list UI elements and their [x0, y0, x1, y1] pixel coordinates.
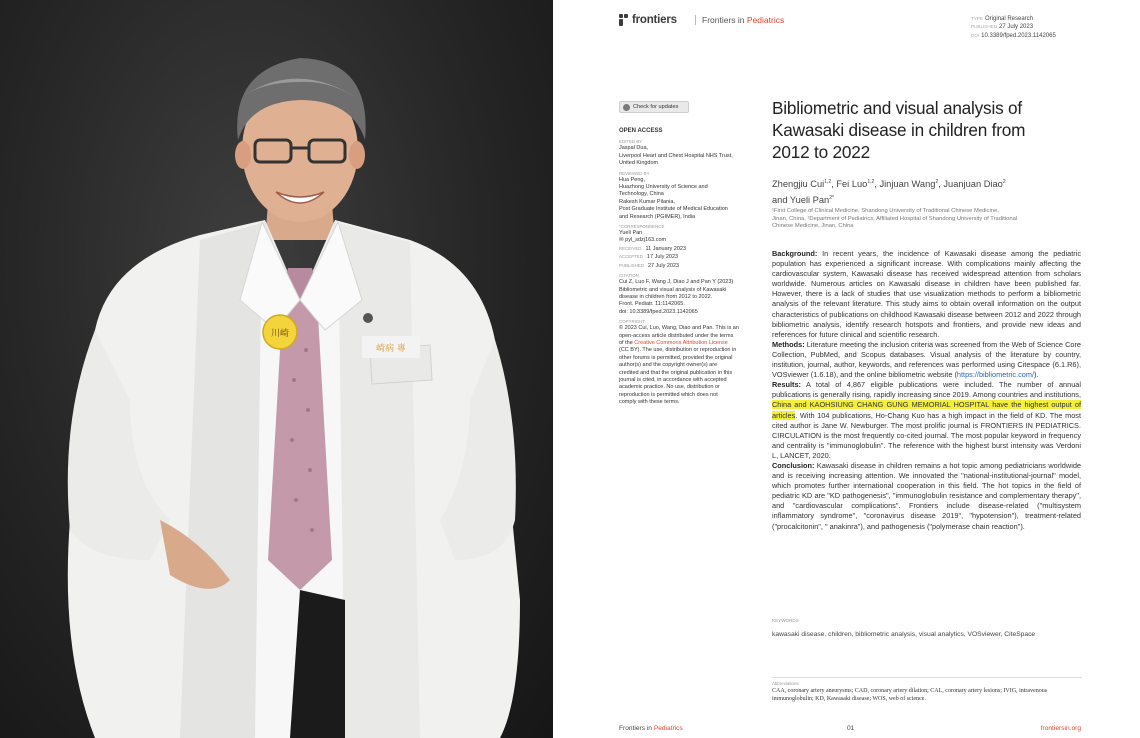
doi[interactable]: 10.3389/fped.2023.1142065: [981, 32, 1056, 39]
license-link[interactable]: Creative Commons Attribution License: [634, 339, 728, 346]
accepted-row: ACCEPTED 17 July 2023: [619, 254, 679, 261]
frontiers-logo-icon: [619, 14, 629, 26]
keywords-label: KEYWORDS: [772, 618, 799, 623]
abbreviations-label: Abbreviations: [772, 681, 799, 686]
doctor-illustration: [0, 0, 553, 738]
bibliometric-link[interactable]: https://bibliometric.com/: [956, 370, 1035, 380]
page-number: 01: [847, 725, 855, 732]
citation: Cui Z, Luo F, Wang J, Diao J and Pan Y (2023) Bibliometric and visual analysis of Kawasaki disease in children from 2012 to 2022. Front. Pediatr. 11:1142065. doi: 10.3389/fped.2023.1142065: [619, 279, 734, 315]
abstract-methods: Methods: Literature meeting the inclusion criteria was screened from the Web of Science Core Collection, PubMed, and Scopus databases. Visual analysis of the literature by country, institution, journal, author, keywords, and references was performed using Citespace (6.1.R6), VOSviewer (1.6.18), and the online bibliometric website (https://bibliometric.com/).: [772, 339, 1081, 380]
badge-text: 川崎: [270, 329, 290, 339]
logo-text: frontiers: [632, 14, 677, 26]
footer-journal[interactable]: Frontiers in Pediatrics: [619, 725, 683, 732]
abbreviations: CAA, coronary artery aneurysms; CAD, coronary artery dilation; CAL, coronary artery lesions; IVIG, intravenous immunoglobulin; KD, Kawasaki disease; WOS, web of science.: [772, 688, 1048, 702]
article-page: [600, 0, 1100, 738]
update-icon: [623, 104, 630, 111]
copyright: © 2023 Cui, Luo, Wang, Diao and Pan. This is an open-access article distributed under the terms of the Creative Commons Attribution License (CC BY). The use, distribution or reproduction in other forums is permitted, provided the original author(s) and the copyright owner(s) are credited and that the original publication in this journal is cited, in accordance with accepted academic practice. No use, distribution or reproduction is permitted which does not comply with these terms.: [619, 325, 739, 406]
abstract-background: Background: In recent years, the incidence of Kawasaki disease among the pediatric population has experienced a significant increase. With complications mainly affecting the cardiovascular system, Kawasaki disease has received widespread attention from scholars worldwide. Numerous articles on Kawasaki disease in children have been published far. However, there is a lack of studies that use visualization methods to perform a bibliometric analysis of the relevant literature. This study aims to obtain overall information on the output characteristics of publications on childhood Kawasaki disease between 2012 and 2022 through bibliometric analysis, identify research hotspots and frontiers, and provide new ideas and references for future clinical and scientific research.: [772, 249, 1081, 339]
journal-name[interactable]: Frontiers in Pediatrics: [695, 15, 784, 25]
open-access-label: OPEN ACCESS: [619, 128, 663, 134]
portrait-photo: [0, 0, 553, 738]
editor: Jaspal Dua, Liverpool Heart and Chest Hospital NHS Trust, United Kingdom: [619, 145, 733, 167]
article-meta: TYPE Original Research PUBLISHED 27 July 2023 DOI 10.3389/fped.2023.1142065: [971, 16, 1056, 39]
abstract-conclusion: Conclusion: Kawasaki disease in children remains a hot topic among pediatricians worldwide and is receiving increasing attention. We innovated the "national-institutional-journal" model, which promotes further international cooperation in this field. The hot topics in the field of pediatric KD are "KD pathogenesis", "immunoglobulin resistance and complementary therapy", and "cardiovascular complications". Frontiers include disease-related ("multisystem inflammatory syndrome", "coronavirus disease 2019", "hypotension"), treatment-related ("procalcitonin", " anakinra"), and pathogenesis ("polymerase chain reaction").: [772, 460, 1081, 531]
keywords: kawasaki disease, children, bibliometric analysis, visual analytics, VOSviewer, CiteSpace: [772, 631, 1036, 638]
abstract-results: Results: A total of 4,867 eligible publications were included. The number of annual publications is generally rising, rapidly increasing since 2019. Among countries and institutions, China and KAOHSIUNG CHANG GUNG MEMORIAL HOSPITAL have the highest output of articles. With 104 publications, Ho-Chang Kuo has a high impact in the field of KD. The most cited author is Jane W. Newburger. The most prolific journal is FRONTIERS IN PEDIATRICS. CIRCULATION is the most frequently co-cited journal. The most popular keyword in frequency and centrality is "immunoglobulin". The reference with the highest burst intensity was Verdoni L, LANCET, 2020.: [772, 380, 1081, 460]
footer-site-link[interactable]: frontiersin.org: [1040, 725, 1081, 732]
affiliations: ¹First College of Clinical Medicine, Shandong University of Traditional Chinese Medicine, Jinan, China, ²Department of Pediatrics, Affiliated Hospital of Shandong University of Traditional Chinese Medicine, Jinan, China: [772, 208, 1018, 230]
author-list: Zhengjiu Cui$^{1,2}$, Fei Luo$^{1,2}$, Jinjuan Wang$^2$, Juanjuan Diao$^2$ and Yueli Pan$^{2*}$: [772, 179, 1006, 205]
corr-email[interactable]: ✉ pyl_sdzj163.com: [619, 237, 667, 244]
published-date: 27 July 2023: [999, 24, 1034, 31]
article-header: [619, 14, 1089, 44]
abstract: [772, 249, 1081, 532]
page-footer: [619, 725, 1081, 735]
article-title: Bibliometric and visual analysis of Kawasaki disease in children from 2012 to 2022: [772, 98, 1026, 163]
name-tag: 崎病 專: [376, 344, 406, 354]
article-type: Original Research: [985, 16, 1034, 22]
frontiers-logo[interactable]: [619, 14, 677, 26]
received-row: RECEIVED 11 January 2023: [619, 245, 687, 252]
footnote-divider: [772, 677, 1082, 678]
published-row: PUBLISHED 27 July 2023: [619, 262, 680, 269]
highlighted-text: China and KAOHSIUNG CHANG GUNG MEMORIAL HOSPITAL have the highest output of articles: [772, 400, 1081, 420]
reviewers: Hua Peng, Huazhong University of Science and Technology, China Rakesh Kumar Pilania, Post Graduate Institute of Medical Education and Research (PGIMER), India: [619, 176, 728, 220]
article-sidebar: OPEN ACCESS EDITED BY Jaspal Dua, Liverpool Heart and Chest Hospital NHS Trust, United Kingdom REVIEWED BY Hua Peng, Huazhong University of Science and Technology, China Rakesh Kumar Pilania, Post Graduate Institute of Medical Education and Research (PGIMER), India *CORRESPONDENCE Yueli Pan ✉ pyl_sdzj163.com RECEIVED 11 January 2023 ACCEPTED 17 July 2023 PUBLISHED 27 July 2023 CITATION Cui Z, Luo F, Wang J, Diao J and Pan Y (2023) Bibliometric and visual analysis of Kawasaki disease in children from 2012 to 2022. Front. Pediatr. 11:1142065. doi: 10.3389/fped.2023.1142065 COPYRIGHT © 2023 Cui, Luo, Wang, Diao and Pan. This is an open-access article distributed under the terms of the Creative Commons Attribution License (CC BY). The use, distribution or reproduction in other forums is permitted, provided the original author(s) and the copyright owner(s) are credited and that the original publication in this journal is cited, in accordance with accepted academic practice. No use, distribution or reproduction is permitted which does not comply with these terms.: [619, 128, 759, 407]
correspondence: Yueli Pan ✉ pyl_sdzj163.com: [619, 230, 759, 245]
check-for-updates-button[interactable]: Check for updates: [619, 101, 689, 113]
